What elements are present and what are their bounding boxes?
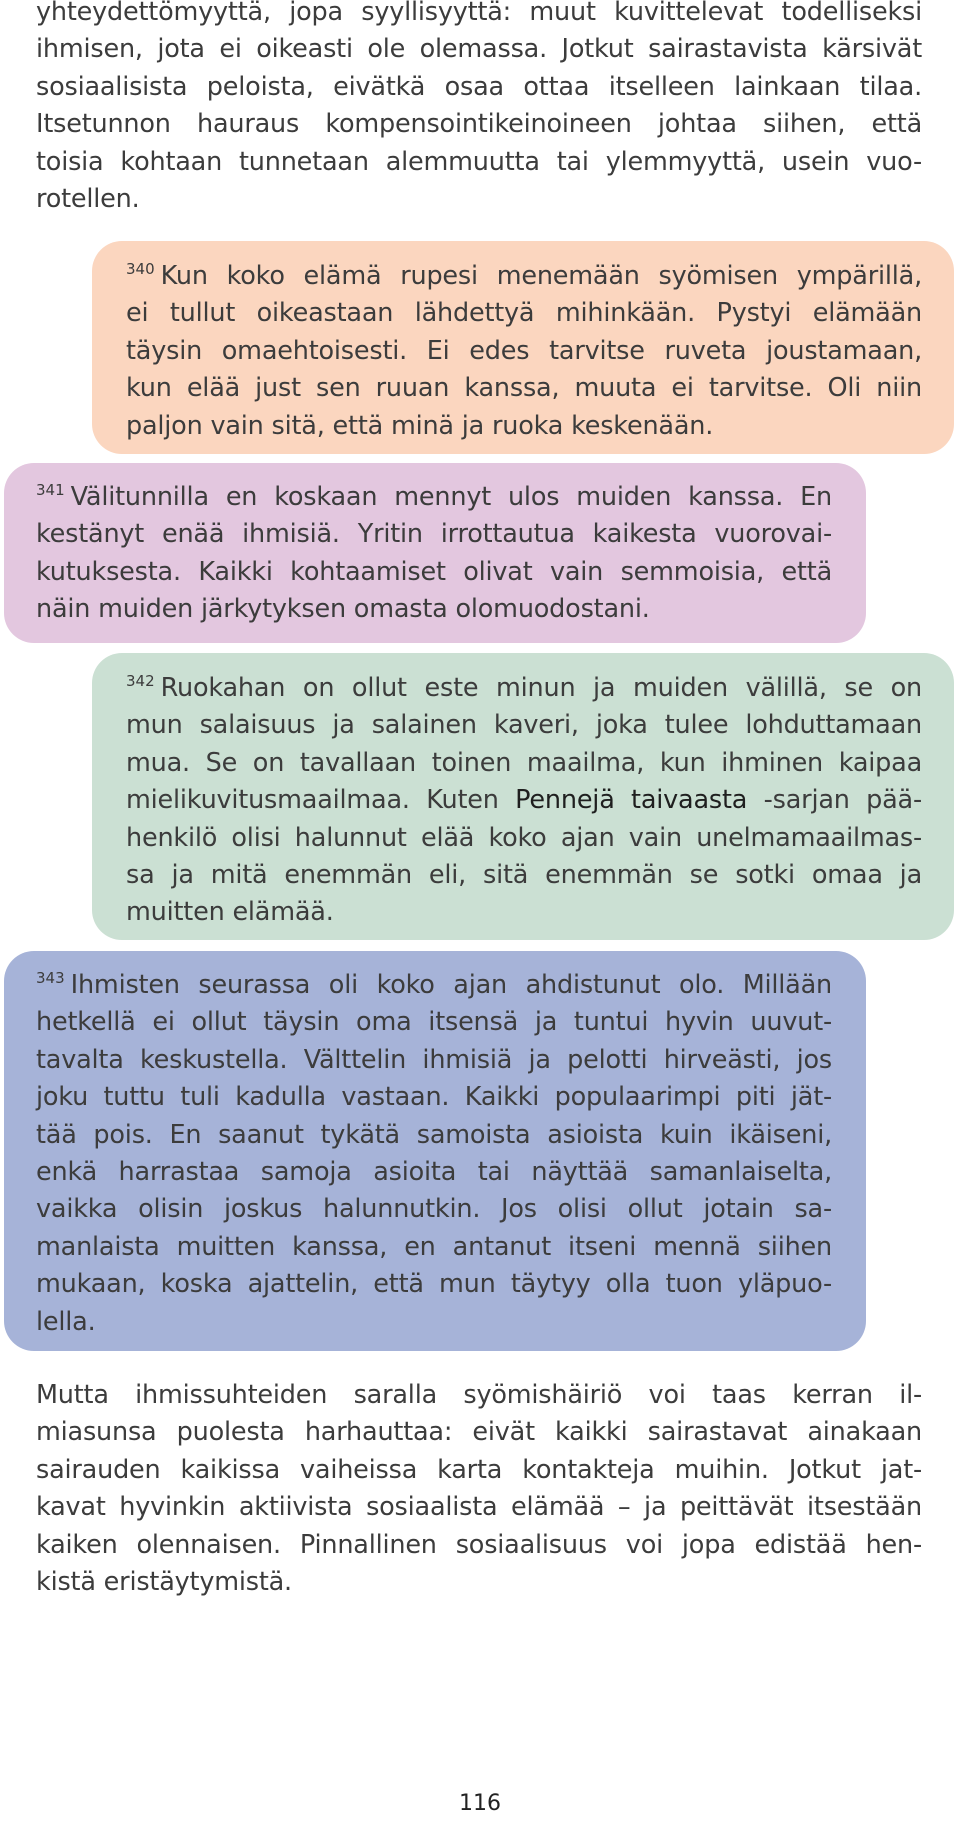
text-line: kavat hyvinkin aktiivista sosiaalista elämää – ja peittävät itsestään — [36, 1492, 922, 1523]
text-line: mukaan, koska ajattelin, että mun täytyy olla tuon yläpuo- — [36, 1269, 832, 1300]
text-line: $^{343}$ Ihmisten seurassa oli koko ajan ahdistunut olo. Millään — [36, 969, 832, 1000]
text-line: kaiken olennaisen. Pinnallinen sosiaalisuus voi jopa edistää hen- — [36, 1529, 922, 1560]
text-line: täysin omaehtoisesti. Ei edes tarvitse ruveta joustamaan, — [126, 335, 922, 366]
text-line: Mutta ihmissuhteiden saralla syömishäiriö voi taas kerran il- — [36, 1380, 922, 1410]
text-line: vaikka olisin joskus halunnutkin. Jos olisi ollut jotain sa- — [36, 1194, 832, 1225]
footnote-number: 341 — [36, 481, 65, 499]
footnote-number: 340 — [126, 260, 155, 278]
quote-text — [4, 463, 832, 629]
text-line: sairauden kaikissa vaiheissa karta kontakteja muihin. Jotkut jat- — [36, 1454, 922, 1485]
quote-box-342 — [92, 653, 954, 940]
text-line: kistä eristäytymistä. — [36, 1567, 292, 1598]
footnote-number: 343 — [36, 969, 65, 987]
text-line: ihmisen, jota ei oikeasti ole olemassa. Jotkut sairastavista kärsivät — [36, 34, 922, 65]
quote-box-343 — [4, 951, 866, 1351]
text-line: hetkellä ei ollut täysin oma itsensä ja tuntui hyvin uuvut- — [36, 1007, 832, 1038]
text-line: mun salaisuus ja salainen kaveri, joka tulee lohduttamaan — [126, 710, 922, 741]
quote-box-341 — [4, 463, 866, 643]
text-line: mielikuvitusmaailmaa. Kuten Pennejä taivaasta -sarjan pää- — [126, 785, 922, 816]
quote-text — [92, 241, 922, 445]
text-line: $^{341}$ Välitunnilla en koskaan mennyt ulos muiden kanssa. En — [36, 481, 832, 512]
text-line: joku tuttu tuli kadulla vastaan. Kaikki populaarimpi piti jät- — [36, 1082, 832, 1113]
text-line: rotellen. — [36, 184, 140, 215]
text-line: kestänyt enää ihmisiä. Yritin irrottautua kaikesta vuorovai- — [36, 519, 832, 550]
text-line: tää pois. En saanut tykätä samoista asioista kuin ikäiseni, — [36, 1119, 832, 1150]
text-line: sosiaalisista peloista, eivätkä osaa ottaa itselleen lainkaan tilaa. — [36, 71, 922, 102]
text-line: miasunsa puolesta harhauttaa: eivät kaikki sairastavat ainakaan — [36, 1417, 922, 1448]
text-line: toisia kohtaan tunnetaan alemmuutta tai ylemmyyttä, usein vuo- — [36, 146, 922, 177]
text-line: muitten elämää. — [126, 897, 334, 928]
intro-paragraph — [36, 0, 922, 218]
quote-text — [4, 951, 832, 1341]
text-line: kutuksesta. Kaikki kohtaamiset olivat vain semmoisia, että — [36, 556, 832, 587]
text-line: ei tullut oikeastaan lähdettyä mihinkään. Pystyi elämään — [126, 298, 922, 329]
text-line: yhteydettömyyttä, jopa syyllisyyttä: muut kuvittelevat todelliseksi — [36, 0, 922, 27]
text-line: tavalta keskustella. Välttelin ihmisiä ja pelotti hirveästi, jos — [36, 1044, 832, 1075]
text-line: henkilö olisi halunnut elää koko ajan vain unelmamaailmas- — [126, 822, 922, 853]
text-line: enkä harrastaa samoja asioita tai näyttää samanlaiselta, — [36, 1157, 832, 1188]
text-line: mua. Se on tavallaan toinen maailma, kun ihminen kaipaa — [126, 747, 922, 778]
text-line: sa ja mitä enemmän eli, sitä enemmän se sotki omaa ja — [126, 860, 922, 891]
text-line: $^{342}$ Ruokahan on ollut este minun ja muiden välillä, se on — [126, 672, 922, 703]
quote-box-340 — [92, 241, 954, 454]
text-line: lella. — [36, 1306, 96, 1337]
text-line: kun elää just sen ruuan kanssa, muuta ei tarvitse. Oli niin — [126, 373, 922, 404]
page-number: 116 — [459, 1791, 501, 1816]
text-line: $^{340}$ Kun koko elämä rupesi menemään syömisen ympärillä, — [126, 260, 922, 291]
series-title: Pennejä taivaasta — [515, 785, 748, 816]
closing-paragraph — [36, 1377, 922, 1601]
text-line: Itsetunnon hauraus kompensointikeinoineen johtaa siihen, että — [36, 109, 922, 140]
text-line: näin muiden järkytyksen omasta olomuodostani. — [36, 594, 650, 625]
text-line: paljon vain sitä, että minä ja ruoka keskenään. — [126, 410, 714, 441]
text-line: manlaista muitten kanssa, en antanut itseni mennä siihen — [36, 1231, 832, 1262]
footnote-number: 342 — [126, 672, 155, 690]
quote-text — [92, 653, 922, 932]
